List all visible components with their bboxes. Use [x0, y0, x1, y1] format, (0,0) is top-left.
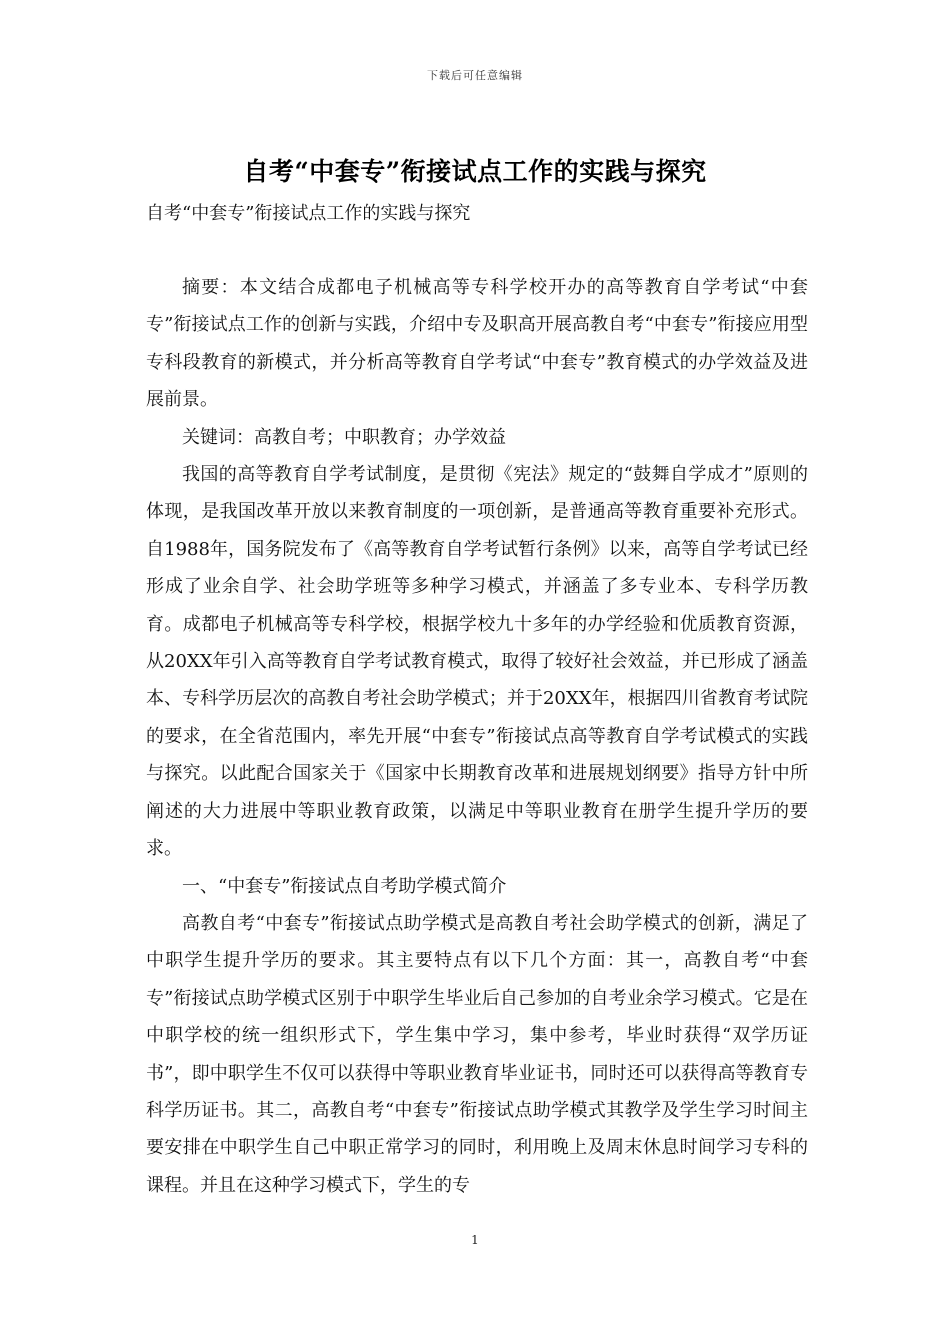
body-paragraph: 我国的高等教育自学考试制度，是贯彻《宪法》规定的“鼓舞自学成才”原则的体现，是我国改革开放以来教育制度的一项创新，是普通高等教育重要补充形式。自1988年，国务院发布了《高等教育自学考试暂行条例》以来，高等自学考试已经形成了业余自学、社会助学班等多种学习模式，并涵盖了多专业本、专科学历教育。成都电子机械高等专科学校，根据学校九十多年的办学经验和优质教育资源，从20XX年引入高等教育自学考试教育模式，取得了较好社会效益，并已形成了涵盖本、专科学历层次的高教自考社会助学模式；并于20XX年，根据四川省教育考试院的要求，在全省范围内，率先开展“中套专”衔接试点高等教育自学考试模式的实践与探究。以此配合国家关于《国家中长期教育改革和进展规划纲要》指导方针中所阐述的大力进展中等职业教育政策，以满足中等职业教育在册学生提升学历的要求。 — [146, 464, 808, 860]
section-heading: 一、“中套专”衔接试点自考助学模式简介 — [182, 875, 507, 897]
keywords-paragraph: 关键词：高教自考；中职教育；办学效益 — [182, 426, 506, 448]
page-number: 1 — [471, 1233, 479, 1247]
page-header: 下载后可任意编辑 — [427, 69, 523, 82]
abstract-paragraph: 摘要：本文结合成都电子机械高等专科学校开办的高等教育自学考试“中套专”衔接试点工作的创新与实践，介绍中专及职高开展高教自考“中套专”衔接应用型专科段教育的新模式，并分析高等教育自学考试“中套专”教育模式的办学效益及进展前景。 — [146, 277, 808, 411]
document-body — [146, 269, 808, 1204]
document-subtitle: 自考“中套专”衔接试点工作的实践与探究 — [146, 203, 471, 224]
body-paragraph: 高教自考“中套专”衔接试点助学模式是高教自考社会助学模式的创新，满足了中职学生提升学历的要求。其主要特点有以下几个方面：其一，高教自考“中套专”衔接试点助学模式区别于中职学生毕业后自己参加的自考业余学习模式。它是在中职学校的统一组织形式下，学生集中学习，集中参考，毕业时获得“双学历证书”，即中职学生不仅可以获得中等职业教育毕业证书，同时还可以获得高等教育专科学历证书。其二，高教自考“中套专”衔接试点助学模式其教学及学生学习时间主要安排在中职学生自己中职正常学习的同时，利用晚上及周末休息时间学习专科的课程。并且在这种学习模式下，学生的专 — [146, 912, 808, 1196]
document-title: 自考“中套专”衔接试点工作的实践与探究 — [243, 157, 707, 186]
